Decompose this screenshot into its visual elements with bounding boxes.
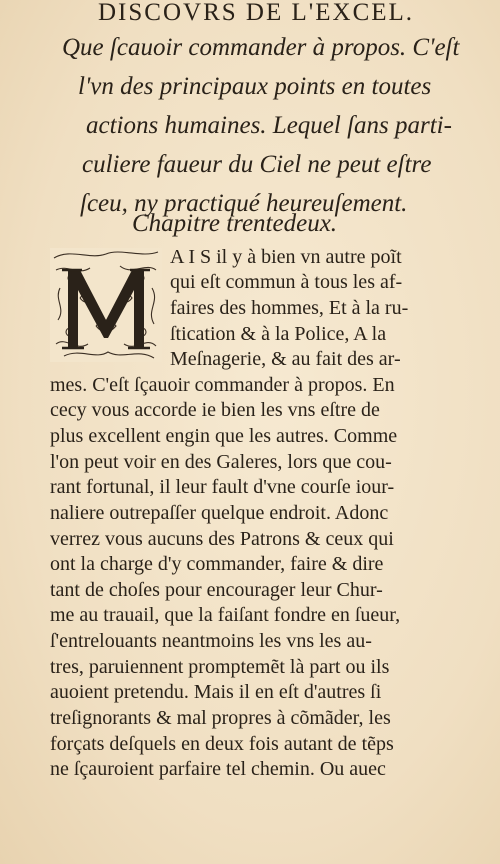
body-line: Meſnagerie, & au fait des ar- — [170, 348, 401, 370]
body-line: treſignorants & mal propres à cõmãder, les — [50, 707, 391, 729]
body-line: ont la charge d'y commander, faire & dire — [50, 553, 384, 575]
title-line: actions humaines. Lequel ſans parti- — [86, 112, 452, 139]
body-line: auoient pretendu. Mais il en eſt d'autres ſi — [50, 681, 382, 703]
title-line: Que ſcauoir commander à propos. C'eſt — [62, 34, 460, 61]
body-line: ne ſçauroient parfaire tel chemin. Ou auec — [50, 758, 386, 780]
body-line: cecy vous accorde ie bien les vns eſtre de — [50, 399, 380, 421]
body-line: verrez vous aucuns des Patrons & ceux qui — [50, 528, 394, 550]
running-head: DISCOVRS DE L'EXCEL. — [98, 0, 415, 26]
decorated-initial-m — [50, 248, 162, 362]
chapter-heading: Chapitre trentedeux. — [132, 210, 338, 237]
body-line: tres, paruiennent promptemẽt là part ou ils — [50, 656, 390, 678]
title-line: culiere faueur du Ciel ne peut eſtre — [82, 151, 432, 178]
body-line: ſ'entrelouants neantmoins les vns les au- — [50, 630, 372, 652]
body-line: A I S il y à bien vn autre poĩt — [170, 246, 402, 268]
body-line: me au trauail, que la faiſant fondre en ſueur, — [50, 604, 401, 626]
body-line: tant de choſes pour encourager leur Chur- — [50, 579, 383, 601]
body-line: rant fortunal, il leur fault d'vne courſe iour- — [50, 476, 395, 498]
title-line: ſceu, ny practiqué heureuſement. — [80, 190, 408, 217]
body-line: faires des hommes, Et à la ru- — [170, 297, 409, 319]
body-line: qui eſt commun à tous les af- — [170, 271, 403, 293]
chapter-title — [60, 28, 460, 223]
body-line: forçats deſquels en deux fois autant de tẽps — [50, 733, 394, 755]
body-line: naliere outrepaſſer quelque endroit. Adonc — [50, 502, 389, 524]
body-line: ſtication & à la Police, A la — [170, 323, 387, 345]
body-line: l'on peut voir en des Galeres, lors que cou- — [50, 451, 392, 473]
ornamental-initial-icon — [50, 248, 162, 362]
body-line: plus excellent engin que les autres. Comme — [50, 425, 398, 447]
title-line: l'vn des principaux points en toutes — [78, 73, 432, 100]
body-line: mes. C'eſt ſçauoir commander à propos. En — [50, 374, 395, 396]
